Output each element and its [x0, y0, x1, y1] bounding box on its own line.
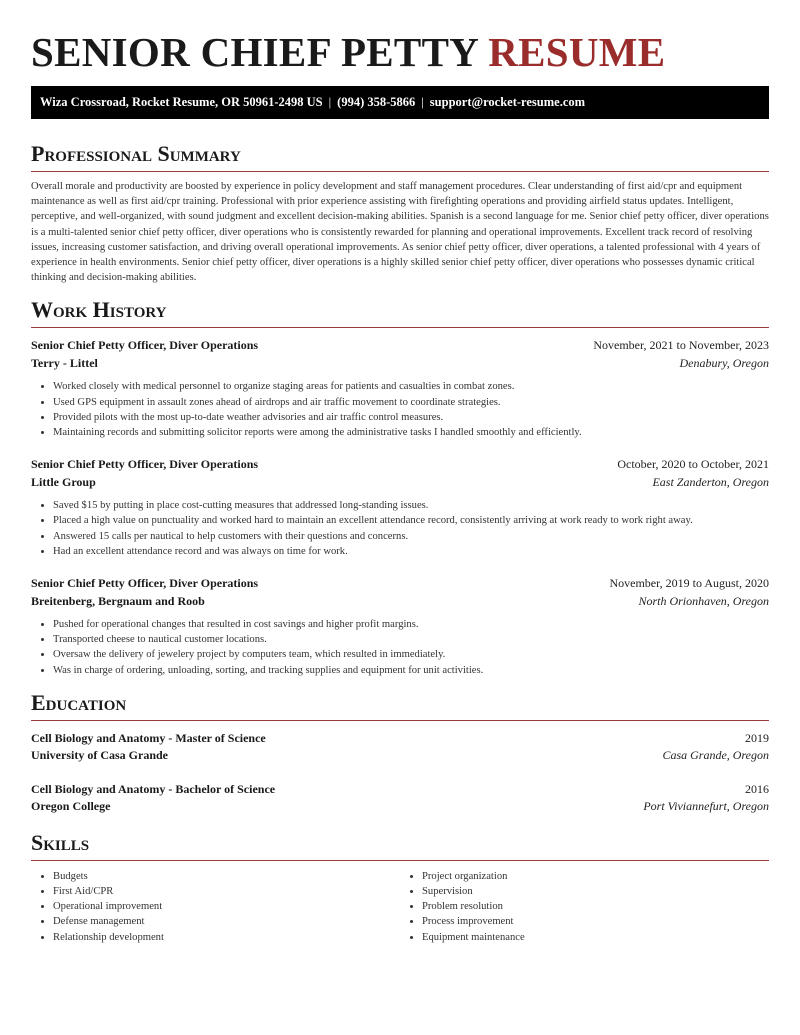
education-year: 2019	[745, 730, 769, 745]
job-title-row	[31, 337, 769, 355]
job-bullet: • Had an excellent attendance record and was always on time for work.	[53, 544, 769, 559]
job-company: Breitenberg, Bergnaum and Roob	[31, 593, 205, 608]
job-bullet: • Answered 15 calls per nautical to help customers with their questions and concerns.	[53, 529, 769, 544]
job-bullet: • Saved $15 by putting in place cost-cutting measures that addressed long-standing issues.	[53, 498, 769, 513]
title-main: SENIOR CHIEF PETTY	[31, 29, 478, 75]
job-bullets	[31, 379, 769, 440]
skills-list-left	[31, 869, 400, 945]
resume-title	[31, 0, 769, 75]
skill-item: • Defense management	[53, 914, 400, 929]
work-history-heading: Work History	[31, 297, 769, 328]
education-entry	[31, 730, 769, 765]
job-title: Senior Chief Petty Officer, Diver Operations	[31, 576, 259, 591]
summary-text: Overall morale and productivity are boosted by experience in policy development and staff management procedures. Clear understanding of first aid/cpr and equipment maintenance as well as first aid/cpr training. Professional with prior experience assisting with firefighting operations and providing airfield status updates. Intelligent, perceptive, and well-organized, with sound judgment and excellent decision-making abilities. Spanish is a second language for me. Senior chief petty officer, diver operations is a multi-talented senior chief petty officer, diver operations who is consistently rewarded for planning and operational improvements. Excellent track record of resolving issues, increasing customer satisfaction, and driving overall operational improvements. As senior chief petty officer, diver operations, a talented professional with 4 years of experience in health environments. Senior chief petty officer, diver operations is a highly skilled senior chief petty officer, diver operations who possesses dynamic critical thinking and decision-making abilities.	[31, 181, 769, 284]
contact-address: Wiza Crossroad, Rocket Resume, OR 50961-2498 US	[40, 95, 323, 109]
job-company-row	[31, 593, 769, 611]
job-location: East Zanderton, Oregon	[652, 474, 769, 489]
skills-section	[31, 830, 769, 945]
job-dates: October, 2020 to October, 2021	[617, 457, 769, 472]
job-bullet: • Used GPS equipment in assault zones ahead of airdrops and air traffic movement to coordinate strategies.	[53, 395, 769, 410]
job-company-row	[31, 355, 769, 373]
skill-item: • Budgets	[53, 869, 400, 884]
job-title-row	[31, 456, 769, 474]
education-heading: Education	[31, 690, 769, 721]
skill-item: • First Aid/CPR	[53, 884, 400, 899]
job-bullet: • Transported cheese to nautical customer locations.	[53, 632, 769, 647]
job-title: Senior Chief Petty Officer, Diver Operations	[31, 457, 259, 472]
education-school-row	[31, 798, 769, 816]
summary-section	[31, 141, 769, 285]
skill-item: • Equipment maintenance	[422, 930, 769, 945]
job-bullet: • Placed a high value on punctuality and worked hard to maintain an excellent attendance record, consistently arriving at work ready to work right away.	[53, 513, 769, 528]
skills-columns	[31, 869, 769, 945]
contact-email[interactable]: support@rocket-resume.com	[429, 95, 586, 109]
summary-heading: Professional Summary	[31, 141, 769, 172]
job-location: Denabury, Oregon	[679, 355, 769, 370]
job-bullet: • Worked closely with medical personnel to organize staging areas for patients and casualties in combat zones.	[53, 379, 769, 394]
job-company: Little Group	[31, 474, 96, 489]
education-degree-row	[31, 781, 769, 799]
work-history-section	[31, 297, 769, 677]
education-location: Casa Grande, Oregon	[662, 748, 769, 763]
job-bullet: • Oversaw the delivery of jewelery project by computers team, which resulted in immediately.	[53, 647, 769, 662]
job-entry	[31, 337, 769, 440]
skills-list-right	[400, 869, 769, 945]
job-dates: November, 2019 to August, 2020	[609, 576, 769, 591]
contact-separator: |	[421, 95, 424, 109]
job-company: Terry - Littel	[31, 355, 98, 370]
education-school: Oregon College	[31, 799, 111, 814]
job-entry	[31, 456, 769, 559]
skill-item: • Problem resolution	[422, 899, 769, 914]
job-bullet: • Provided pilots with the most up-to-date weather advisories and air traffic control measures.	[53, 410, 769, 425]
job-entry	[31, 575, 769, 678]
education-degree: Cell Biology and Anatomy - Bachelor of Science	[31, 781, 276, 796]
job-bullet: • Maintaining records and submitting solicitor reports were among the administrative tasks I handled smoothly and efficiently.	[53, 425, 769, 440]
job-bullet: • Pushed for operational changes that resulted in cost savings and higher profit margins.	[53, 617, 769, 632]
education-school-row	[31, 747, 769, 765]
education-school: University of Casa Grande	[31, 748, 168, 763]
education-degree: Cell Biology and Anatomy - Master of Science	[31, 730, 266, 745]
job-bullets	[31, 617, 769, 678]
education-degree-row	[31, 730, 769, 748]
contact-separator: |	[328, 95, 332, 109]
education-location: Port Viviannefurt, Oregon	[643, 799, 769, 814]
skill-item: • Supervision	[422, 884, 769, 899]
skill-item: • Operational improvement	[53, 899, 400, 914]
job-location: North Orionhaven, Oregon	[638, 593, 769, 608]
job-dates: November, 2021 to November, 2023	[593, 338, 769, 353]
skills-heading: Skills	[31, 830, 769, 861]
contact-bar	[31, 86, 769, 119]
contact-phone[interactable]: (994) 358-5866	[337, 95, 416, 109]
job-title: Senior Chief Petty Officer, Diver Operations	[31, 338, 259, 353]
job-company-row	[31, 474, 769, 492]
job-bullet: • Was in charge of ordering, unloading, sorting, and tracking supplies and equipment for unit activities.	[53, 663, 769, 678]
skill-item: • Relationship development	[53, 930, 400, 945]
job-bullets	[31, 498, 769, 559]
skill-item: • Project organization	[422, 869, 769, 884]
title-accent: RESUME	[488, 29, 666, 75]
skill-item: • Process improvement	[422, 914, 769, 929]
education-year: 2016	[745, 781, 769, 796]
education-entry	[31, 781, 769, 816]
education-section	[31, 690, 769, 816]
job-title-row	[31, 575, 769, 593]
